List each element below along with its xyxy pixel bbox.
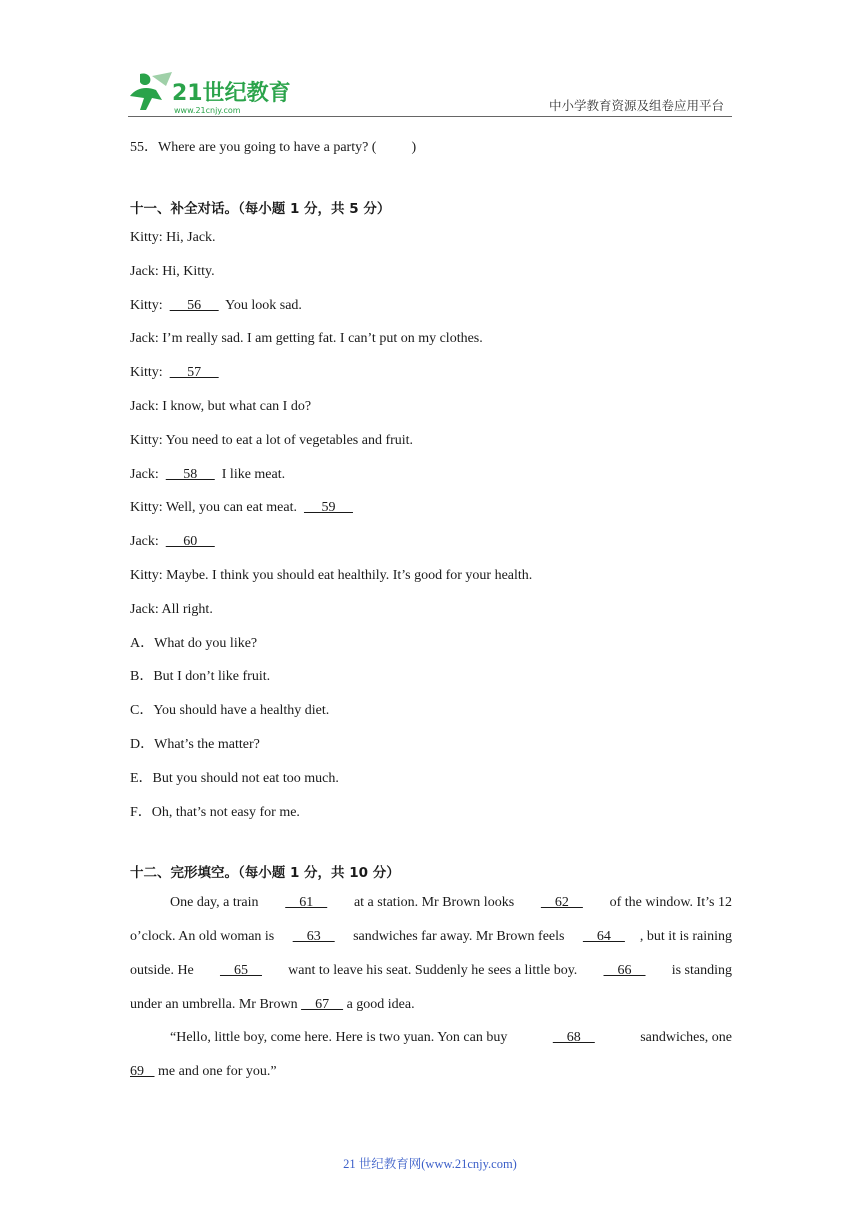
blank-56[interactable]: 56 xyxy=(169,298,219,313)
blank-57[interactable]: 57 xyxy=(169,365,219,380)
blank-63[interactable]: 63 xyxy=(292,929,335,944)
section-11-title: 十一、补全对话。（每小题 1 分，共 5 分） xyxy=(130,201,391,217)
cloze-row: “Hello, little boy, come here. Here is two yuan. Yon can buy 68 sandwiches, one xyxy=(170,1028,732,1048)
cloze-row: o’clock. An old woman is 63 sandwiches far away. Mr Brown feels 64 , but it is raining xyxy=(130,927,732,947)
logo-url: www.21cnjy.com xyxy=(174,106,241,115)
option-a: A．What do you like? xyxy=(130,636,258,651)
blank-69[interactable]: 69 xyxy=(130,1064,155,1079)
dialogue-line: Jack: 58 I like meat. xyxy=(130,467,286,482)
blank-68[interactable]: 68 xyxy=(552,1030,595,1045)
dialogue-line: Kitty: Well, you can eat meat. 59 xyxy=(130,500,353,515)
dialogue-line: Jack: Hi, Kitty. xyxy=(130,264,215,279)
header-platform-text: 中小学教育资源及组卷应用平台 xyxy=(549,98,725,113)
blank-66[interactable]: 66 xyxy=(603,963,646,978)
option-d: D．What’s the matter? xyxy=(130,737,260,752)
option-f: F．Oh, that’s not easy for me. xyxy=(130,805,300,820)
blank-65[interactable]: 65 xyxy=(219,963,262,978)
dialogue-line: Jack: I know, but what can I do? xyxy=(130,399,312,414)
dialogue-line: Jack: 60 xyxy=(130,534,215,549)
blank-64[interactable]: 64 xyxy=(582,929,625,944)
option-b: B．But I don’t like fruit. xyxy=(130,669,271,684)
dialogue-line: Jack: All right. xyxy=(130,602,213,617)
dialogue-line: Kitty: You need to eat a lot of vegetables and fruit. xyxy=(130,433,414,448)
blank-59[interactable]: 59 xyxy=(303,500,353,515)
blank-58[interactable]: 58 xyxy=(165,467,215,482)
blank-61[interactable]: 61 xyxy=(285,895,328,910)
cloze-row: outside. He 65 want to leave his seat. Suddenly he sees a little boy. 66 is standing xyxy=(130,961,732,981)
option-c: C．You should have a healthy diet. xyxy=(130,703,330,718)
footer: 21 世纪教育网(www.21cnjy.com) xyxy=(343,1157,517,1171)
cloze-row: One day, a train 61 at a station. Mr Brown looks 62 of the window. It’s 12 xyxy=(170,893,732,913)
dialogue-line: Kitty: 57 xyxy=(130,365,219,380)
cloze-row: 69 me and one for you.” xyxy=(130,1062,732,1082)
section-12-title: 十二、完形填空。（每小题 1 分，共 10 分） xyxy=(130,865,400,881)
blank-60[interactable]: 60 xyxy=(165,534,215,549)
question-55: 55．Where are you going to have a party? ( ) xyxy=(130,140,417,155)
logo xyxy=(122,70,292,116)
dialogue-line: Kitty: 56 You look sad. xyxy=(130,298,302,313)
cloze-row: under an umbrella. Mr Brown 67 a good idea. xyxy=(130,995,732,1015)
dialogue-line: Kitty: Hi, Jack. xyxy=(130,230,216,245)
dialogue-line: Kitty: Maybe. I think you should eat healthily. It’s good for your health. xyxy=(130,568,533,583)
blank-62[interactable]: 62 xyxy=(540,895,583,910)
logo-text: 21世纪教育 xyxy=(172,81,291,106)
blank-67[interactable]: 67 xyxy=(301,997,344,1012)
dialogue-line: Jack: I’m really sad. I am getting fat. I can’t put on my clothes. xyxy=(130,331,483,346)
header-divider xyxy=(128,116,732,117)
option-e: E．But you should not eat too much. xyxy=(130,771,339,786)
